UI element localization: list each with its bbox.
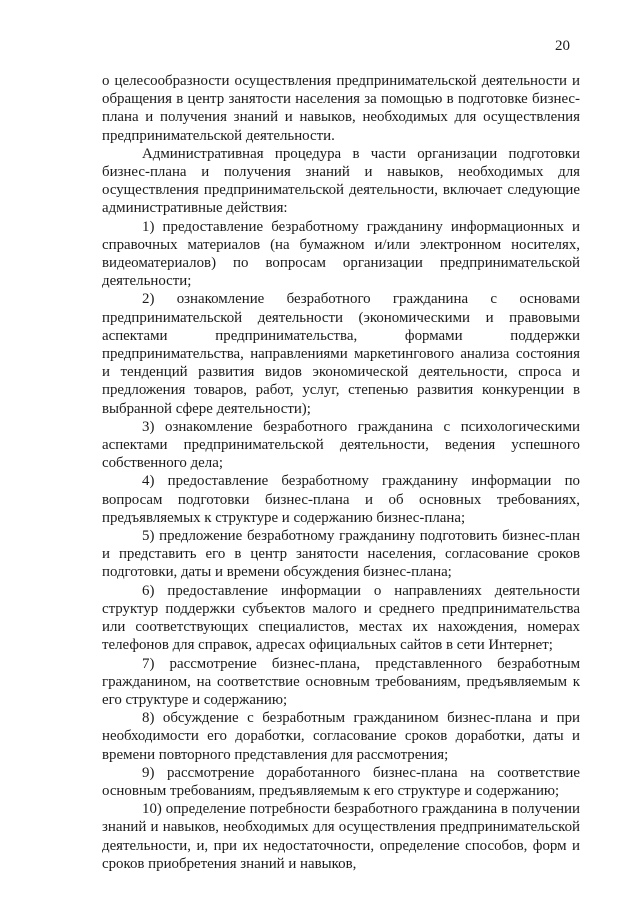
list-item: 1) предоставление безработному гражданину информационных и справочных материалов (на бумажном и/или электронном носителях, видеоматериалов) по вопросам организации предпринимательской деятельности;	[102, 218, 580, 290]
list-item: 6) предоставление информации о направлениях деятельности структур поддержки субъектов малого и среднего предпринимательства или соответствующих специалистов, местах их нахождения, номерах телефонов для справок, адресах официальных сайтов в сети Интернет;	[102, 582, 580, 654]
list-item: 9) рассмотрение доработанного бизнес-плана на соответствие основным требованиям, предъявляемым к его структуре и содержанию;	[102, 764, 580, 799]
list-item: 7) рассмотрение бизнес-плана, представленного безработным гражданином, на соответствие основным требованиям, предъявляемым к его структуре и содержанию;	[102, 655, 580, 708]
list-item: 3) ознакомление безработного гражданина с психологическими аспектами предпринимательской деятельности, ведения успешного собственного дела;	[102, 418, 580, 472]
list-item: 2) ознакомление безработного гражданина с основами предпринимательской деятельности (экономическими и правовыми аспектами предпринимательства, формами поддержки предпринимательства, направлениями маркетингового анализа состояния и тенденций развития видов экономической деятельности, спроса и предложения товаров, работ, услуг, степенью развития конкуренции в выбранной сфере деятельности);	[102, 291, 580, 417]
list-item: 5) предложение безработному гражданину подготовить бизнес-план и представить его в центр занятости населения, согласование сроков подготовки, даты и времени обсуждения бизнес-плана;	[102, 528, 580, 581]
list-item: 10) определение потребности безработного гражданина в получении знаний и навыков, необходимых для осуществления предпринимательской деятельности, и, при их недостаточности, определение способов, форм и сроков приобретения знаний и навыков,	[102, 801, 580, 872]
list-item: 8) обсуждение с безработным гражданином бизнес-плана и при необходимости его доработки, согласование сроков доработки, даты и времени повторного представления для рассмотрения;	[102, 710, 580, 763]
list-item: 4) предоставление безработному гражданину информации по вопросам подготовки бизнес-плана и об основных требованиях, предъявляемых к структуре и содержанию бизнес-плана;	[102, 473, 580, 526]
page-number: 20	[555, 38, 570, 54]
body-text	[102, 72, 580, 873]
paragraph: о целесообразности осуществления предпринимательской деятельности и обращения в центр занятости населения за помощью в подготовке бизнес-плана и получения знаний и навыков, необходимых для осуществления предпринимательской деятельности.	[102, 73, 580, 144]
paragraph: Административная процедура в части организации подготовки бизнес-плана и получения знаний и навыков, необходимых для осуществления предпринимательской деятельности, включает следующие административные действия:	[102, 145, 580, 217]
